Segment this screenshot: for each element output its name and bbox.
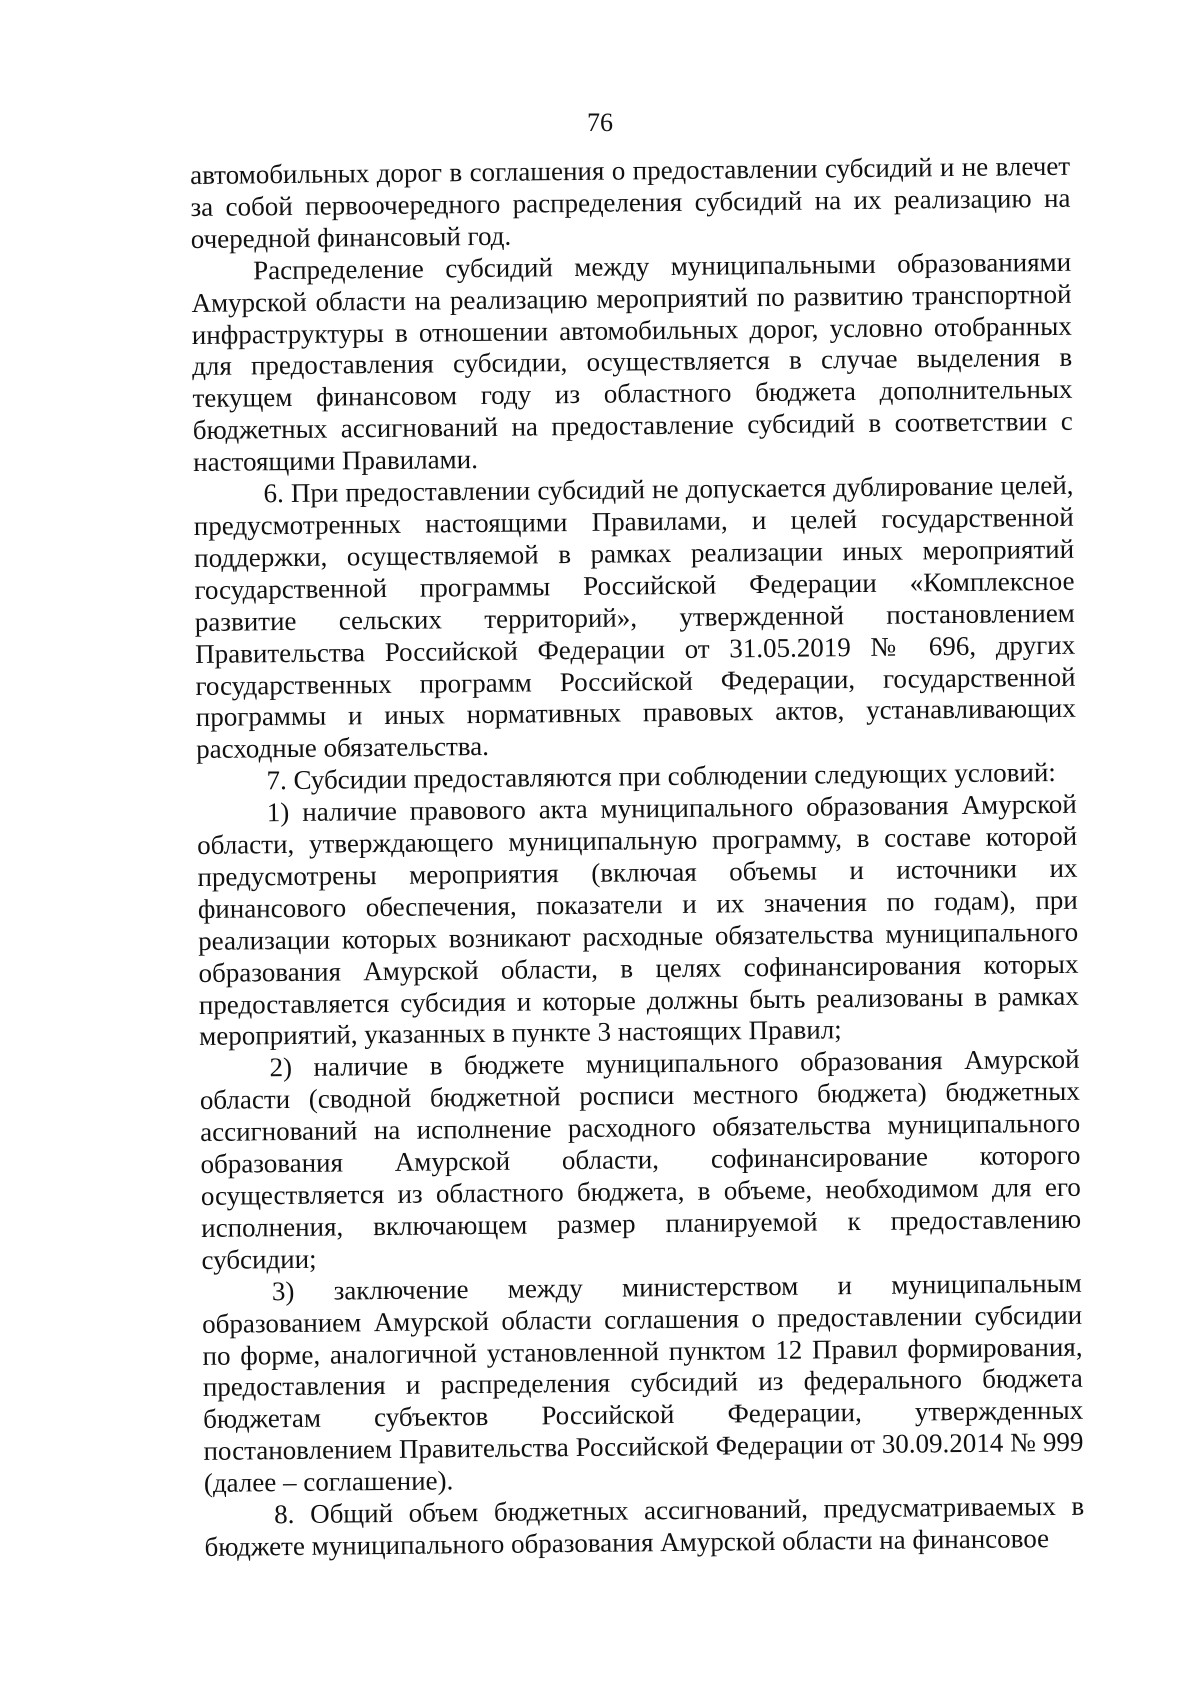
document-body <box>190 151 1085 1564</box>
paragraph-item-7-2: 2) наличие в бюджете муниципального образования Амурской области (сводной бюджетной росписи местного бюджета) бюджетных ассигнований на исполнение расходного обязательства муниципального образования Амурской области, софинансирование которого осуществляется из областного бюджета, в объеме, необходимом для его исполнения, включающем размер планируемой к предоставлению субсидии; <box>199 1044 1082 1275</box>
paragraph-item-7-1: 1) наличие правового акта муниципального образования Амурской области, утверждающего муниципальную программу, в составе которой предусмотрены мероприятия (включая объемы и источники их финансового обеспечения, показатели и их значения по годам), при реализации которых возникают расходные обязательства муниципального образования Амурской области, в целях софинансирования которых предоставляется субсидия и которые должны быть реализованы в рамках мероприятий, указанных в пункте 3 настоящих Правил; <box>197 788 1079 1052</box>
paragraph-item-8: 8. Общий объем бюджетных ассигнований, предусматриваемых в бюджете муниципального образования Амурской области на финансовое <box>204 1490 1085 1562</box>
paragraph-item-7: 7. Субсидии предоставляются при соблюдении следующих условий: <box>266 757 1057 796</box>
paragraph-item-7-3: 3) заключение между министерством и муниципальным образованием Амурской области соглашения о предоставлении субсидии по форме, аналогичной установленной пунктом 12 Правил формирования, предоставления и распределения субсидий из федерального бюджета бюджетам субъектов Российской Федерации, утвержденных постановлением Правительства Российской Федерации от 30.09.2014 № 999 (далее – соглашение). <box>202 1267 1084 1499</box>
page-number: 76 <box>587 108 613 137</box>
paragraph-distribution: Распределение субсидий между муниципальными образованиями Амурской области на реализацию мероприятий по развитию транспортной инфраструктуры в отношении автомобильных дорог, условно отобранных для предоставления субсидии, осуществляется в случае выделения в текущем финансовом году из областного бюджета дополнительных бюджетных ассигнований на предоставление субсидий в соответствии с настоящими Правилами. <box>191 246 1073 478</box>
paragraph-item-6: 6. При предоставлении субсидий не допускается дублирование целей, предусмотренных настоящими Правилами, и целей государственной поддержки, осуществляемой в рамках реализации иных мероприятий государственной программы Российской Федерации «Комплексное развитие сельских территорий», утвержденной постановлением Правительства Российской Федерации от 31.05.2019 № 696, других государственных программ Российской Федерации, государственной программы и иных нормативных правовых актов, устанавливающих расходные обязательства. <box>193 469 1076 765</box>
paragraph-continuation: автомобильных дорог в соглашения о предоставлении субсидий и не влечет за собой первоочередного распределения субсидий на их реализацию на очередной финансовый год. <box>190 150 1071 254</box>
